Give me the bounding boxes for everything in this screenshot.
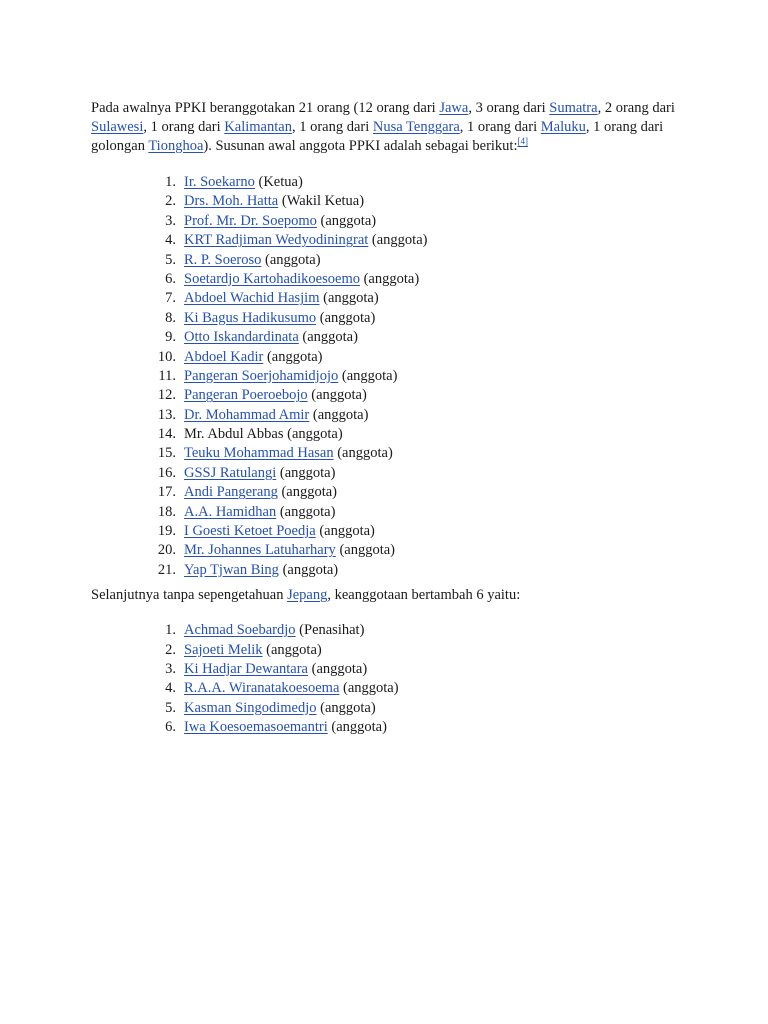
member-list-item [91,173,691,192]
list-number: 11. [158,367,176,384]
member-list-item [91,406,691,425]
list-number: 15. [157,445,176,462]
inline-link[interactable]: Tionghoa [148,138,204,154]
member-role: (anggota) [276,503,336,520]
member-list-item [91,541,691,560]
inline-link[interactable]: Jawa [439,100,469,116]
member-role: (anggota) [333,445,393,462]
member-name-link[interactable]: R.A.A. Wiranatakoesoema [184,680,340,697]
member-name-link[interactable]: Ir. Soekarno [184,174,255,190]
member-role: (anggota) [283,426,343,443]
list-number: 7. [165,290,176,307]
member-name-link[interactable]: Ki Hadjar Dewantara [184,660,308,677]
initial-members-list [91,173,691,580]
member-role: (anggota) [276,464,336,481]
member-list-item [91,444,691,463]
member-role: (anggota) [319,290,379,307]
member-name-link[interactable]: Kasman Singodimedjo [184,699,317,716]
inline-link[interactable]: Sulawesi [91,119,144,135]
member-role: (anggota) [263,348,323,365]
member-list-item [91,231,691,250]
list-number: 3. [165,212,176,229]
member-list-item [91,425,691,444]
member-name-link[interactable]: Sajoeti Melik [184,641,263,658]
member-name-link[interactable]: Mr. Johannes Latuharhary [184,542,336,559]
member-role: (Ketua) [254,174,303,190]
member-role: (anggota) [261,251,321,268]
list-number: 21. [157,561,176,578]
member-list-item [91,386,691,405]
member-name-link[interactable]: Yap Tjwan Bing [184,561,279,578]
list-number: 19. [157,523,176,540]
list-number: 10. [157,348,176,365]
member-list-item [91,718,691,737]
paragraph-text: Pada awalnya PPKI beranggotakan 21 orang (12 orang dari [91,100,440,116]
member-role: (anggota) [316,212,377,229]
member-list-item [91,503,691,522]
member-name-link[interactable]: R. P. Soeroso [184,251,262,268]
member-list-item [91,621,691,640]
member-role: (anggota) [359,270,420,287]
list-number: 16. [157,464,176,481]
member-list-item [91,192,691,211]
member-name-link[interactable]: Soetardjo Kartohadikoesoemo [184,270,360,287]
member-role: (anggota) [298,329,358,346]
member-name-link[interactable]: Pangeran Soerjohamidjojo [184,367,339,384]
member-list-item [91,251,691,270]
member-role: (anggota) [335,542,395,559]
member-role: (anggota) [315,523,375,540]
member-role: (anggota) [307,387,367,404]
paragraph-text: ). Susunan awal anggota PPKI adalah sebagai berikut: [203,138,518,154]
paragraph-text: Selanjutnya tanpa sepengetahuan [91,587,288,604]
paragraph-text: , 1 orang dari [143,119,225,135]
member-list-item [91,561,691,580]
list-number: 5. [165,251,176,268]
list-number: 4. [165,232,176,249]
member-name-link[interactable]: KRT Radjiman Wedyodiningrat [184,232,369,249]
member-role: (anggota) [262,641,322,658]
list-number: 4. [165,680,176,697]
inline-link[interactable]: Kalimantan [224,119,292,135]
paragraph-text: , 2 orang dari [597,100,675,116]
member-list-item [91,309,691,328]
member-name-link[interactable]: Otto Iskandardinata [184,329,299,346]
member-role: (anggota) [339,680,399,697]
inline-link[interactable]: Sumatra [549,100,598,116]
paragraph-text: , 3 orang dari [468,100,550,116]
paragraph-text: , 1 orang dari [459,119,541,135]
list-number: 1. [165,174,176,190]
member-role: (anggota) [277,484,338,501]
list-number: 6. [165,719,176,736]
list-number: 2. [165,193,176,210]
paragraph-text: , 1 orang dari [291,119,373,135]
member-list-item [91,328,691,347]
inline-link[interactable]: Jepang [287,587,328,604]
list-number: 6. [165,270,176,287]
member-list-item [91,483,691,502]
addition-paragraph [91,586,691,605]
member-name-link[interactable]: Pangeran Poeroebojo [184,387,308,404]
list-number: 8. [165,309,176,326]
member-list-item [91,660,691,679]
member-name-link[interactable]: GSSJ Ratulangi [184,464,277,481]
list-number: 2. [165,641,176,658]
list-number: 17. [157,484,176,501]
member-role: (anggota) [278,561,339,578]
member-name-link[interactable]: Iwa Koesoemasoemantri [184,719,328,736]
member-name-link[interactable]: Achmad Soebardjo [184,622,296,639]
added-members-list [91,621,691,737]
member-name-link[interactable]: I Goesti Ketoet Poedja [184,523,316,540]
member-list-item [91,464,691,483]
member-list-item [91,679,691,698]
list-number: 12. [157,387,176,404]
member-role: (Wakil Ketua) [278,193,365,210]
paragraph-text: , keanggotaan bertambah 6 yaitu: [327,587,521,604]
member-role: (anggota) [316,309,376,326]
list-number: 3. [165,660,176,677]
member-name-link[interactable]: Dr. Mohammad Amir [184,406,310,423]
member-name-link[interactable]: Abdoel Wachid Hasjim [184,290,320,307]
intro-paragraph [91,99,691,156]
citation-link[interactable]: [4] [517,136,528,147]
member-name-link[interactable]: Ki Bagus Hadikusumo [184,309,317,326]
member-name: Mr. Abdul Abbas [184,426,284,443]
list-number: 18. [157,503,176,520]
list-number: 20. [157,542,176,559]
member-list-item [91,212,691,231]
member-role: (anggota) [316,699,376,716]
member-role: (Penasihat) [295,622,365,639]
member-list-item [91,270,691,289]
member-list-item [91,641,691,660]
member-name-link[interactable]: Teuku Mohammad Hasan [184,445,334,462]
member-name-link[interactable]: A.A. Hamidhan [184,503,277,520]
member-list-item [91,367,691,386]
paragraph-text: , 1 orang dari golongan [91,119,664,154]
inline-link[interactable]: Maluku [540,119,586,135]
member-role: (anggota) [309,406,369,423]
member-name-link[interactable]: Andi Pangerang [184,484,278,501]
member-list-item [91,348,691,367]
member-role: (anggota) [338,367,398,384]
inline-link[interactable]: Nusa Tenggara [372,119,460,135]
member-role: (anggota) [308,660,368,677]
list-number: 5. [165,699,176,716]
document-page [91,99,691,738]
list-number: 14. [157,426,176,443]
list-number: 1. [165,622,176,639]
member-role: (anggota) [327,719,387,736]
member-name-link[interactable]: Drs. Moh. Hatta [184,193,279,210]
member-list-item [91,289,691,308]
member-name-link[interactable]: Prof. Mr. Dr. Soepomo [184,212,317,229]
list-number: 9. [165,329,176,346]
member-name-link[interactable]: Abdoel Kadir [184,348,264,365]
list-number: 13. [157,406,176,423]
member-list-item [91,699,691,718]
member-role: (anggota) [368,232,428,249]
member-list-item [91,522,691,541]
